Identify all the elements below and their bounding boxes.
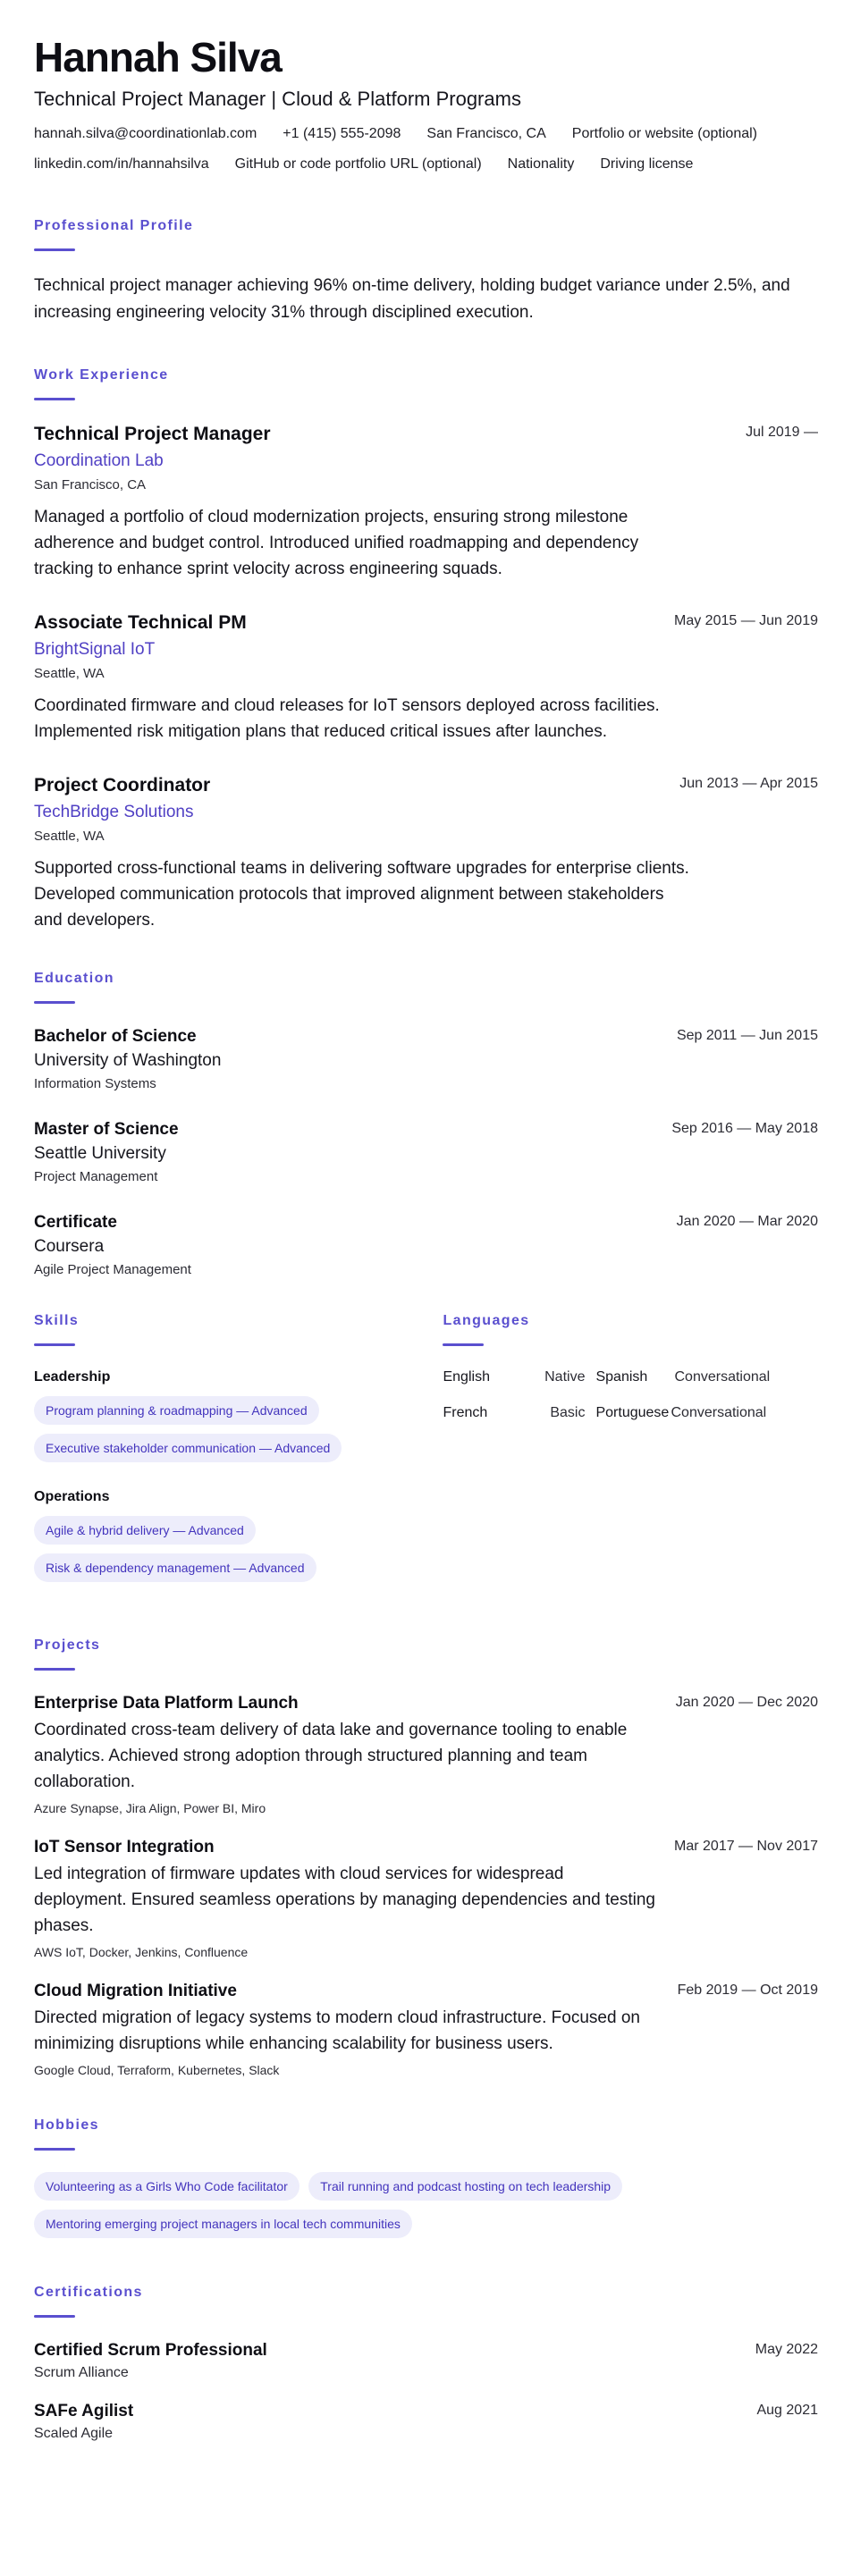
hobby-chip: Mentoring emerging project managers in local tech communities — [34, 2210, 412, 2238]
language-level: Basic — [550, 1405, 586, 1420]
skills-languages-row — [34, 1311, 818, 1607]
experience-section — [34, 366, 818, 933]
section-title-education: Education — [34, 971, 114, 986]
projects-section — [34, 1636, 818, 2080]
job-dates: Jun 2013 — Apr 2015 — [679, 776, 818, 791]
experience-item — [34, 610, 818, 745]
hobby-chip-list — [34, 2172, 767, 2247]
language-level: Conversational — [671, 1405, 767, 1420]
job-title: Technical Project Manager — [34, 424, 271, 444]
school: Seattle University — [34, 1144, 166, 1163]
project-name: Enterprise Data Platform Launch — [34, 1694, 299, 1713]
project-dates: Feb 2019 — Oct 2019 — [677, 1983, 818, 1998]
section-title-experience: Work Experience — [34, 367, 169, 383]
certification-date: Aug 2021 — [756, 2403, 818, 2418]
experience-item — [34, 422, 818, 582]
language-level: Conversational — [674, 1369, 771, 1385]
languages-section — [443, 1311, 818, 1607]
project-dates: Mar 2017 — Nov 2017 — [674, 1839, 818, 1854]
driving-license: Driving license — [600, 156, 694, 172]
job-description: Coordinated firmware and cloud releases for IoT sensors deployed across facilities. Implemented risk mitigation plans that reduced critical issues after launches. — [34, 696, 660, 741]
certification-name: SAFe Agilist — [34, 2402, 134, 2420]
job-description: Managed a portfolio of cloud modernization projects, ensuring strong milestone adherence and budget control. Introduced unified roadmapping and dependency tracking to enhance sprint velocity across engineering squads. — [34, 508, 639, 578]
certification-issuer: Scaled Agile — [34, 2426, 114, 2441]
project-tech-stack: Google Cloud, Terraform, Kubernetes, Slack — [34, 2063, 280, 2077]
school: Coursera — [34, 1237, 105, 1256]
job-location: San Francisco, CA — [34, 477, 147, 492]
profile-summary: Technical project manager achieving 96% on-time delivery, holding budget variance under 2.5%, and increasing engineering velocity 31% through disciplined execution. — [34, 276, 790, 322]
skills-section — [34, 1311, 443, 1607]
company-name: BrightSignal IoT — [34, 640, 156, 659]
certifications-section — [34, 2283, 818, 2445]
resume-header — [34, 32, 818, 175]
company-name: Coordination Lab — [34, 451, 164, 470]
experience-item — [34, 773, 818, 933]
section-title-projects: Projects — [34, 1637, 101, 1653]
degree: Master of Science — [34, 1120, 179, 1139]
linkedin-link[interactable]: linkedin.com/in/hannahsilva — [34, 156, 209, 172]
hobby-chip: Trail running and podcast hosting on tech leadership — [308, 2172, 622, 2201]
language-list — [443, 1368, 818, 1423]
degree: Certificate — [34, 1213, 117, 1232]
section-divider — [34, 1343, 75, 1346]
certification-date: May 2022 — [755, 2342, 818, 2357]
skill-group-title: Operations — [34, 1489, 110, 1504]
contact-info — [34, 123, 803, 175]
field-of-study: Project Management — [34, 1169, 158, 1184]
education-dates: Jan 2020 — Mar 2020 — [676, 1214, 818, 1229]
job-title: Project Coordinator — [34, 775, 211, 796]
skill-chip-list — [34, 1396, 443, 1471]
project-item — [34, 1692, 818, 1818]
language-name: French — [443, 1405, 488, 1420]
job-location: Seattle, WA — [34, 829, 105, 844]
company-name: TechBridge Solutions — [34, 803, 194, 821]
certification-item — [34, 2339, 818, 2384]
field-of-study: Agile Project Management — [34, 1262, 191, 1277]
section-divider — [34, 398, 75, 400]
skill-chip-list — [34, 1516, 443, 1591]
education-item — [34, 1025, 818, 1095]
section-divider — [34, 1668, 75, 1671]
skill-group-title: Leadership — [34, 1369, 111, 1385]
section-divider — [34, 2148, 75, 2151]
school: University of Washington — [34, 1051, 222, 1070]
section-title-skills: Skills — [34, 1313, 80, 1328]
job-description: Supported cross-functional teams in delivering software upgrades for enterprise clients. Developed communication protocols that improved alignment between stakeholders and developers. — [34, 859, 689, 930]
education-dates: Sep 2016 — May 2018 — [671, 1121, 818, 1136]
education-dates: Sep 2011 — Jun 2015 — [676, 1028, 818, 1043]
hobby-chip: Volunteering as a Girls Who Code facilitator — [34, 2172, 299, 2201]
candidate-name: Hannah Silva — [34, 34, 282, 80]
project-tech-stack: Azure Synapse, Jira Align, Power BI, Miro — [34, 1801, 266, 1815]
language-name: Portuguese — [595, 1405, 670, 1420]
job-location: Seattle, WA — [34, 666, 105, 681]
language-name: English — [443, 1369, 490, 1385]
job-title: Associate Technical PM — [34, 612, 247, 633]
hobbies-section — [34, 2116, 818, 2247]
job-dates: Jul 2019 — — [746, 425, 818, 440]
language-name: Spanish — [595, 1369, 648, 1385]
job-dates: May 2015 — Jun 2019 — [674, 613, 818, 628]
project-description: Directed migration of legacy systems to modern cloud infrastructure. Focused on minimizing disruptions while enhancing scalability for business users. — [34, 2008, 640, 2053]
section-title-hobbies: Hobbies — [34, 2117, 99, 2133]
nationality: Nationality — [507, 156, 575, 172]
section-divider — [34, 248, 75, 251]
education-section — [34, 969, 818, 1281]
field-of-study: Information Systems — [34, 1076, 156, 1091]
skill-chip: Risk & dependency management — Advanced — [34, 1553, 316, 1582]
skill-chip: Program planning & roadmapping — Advanced — [34, 1396, 319, 1425]
github-link[interactable]: GitHub or code portfolio URL (optional) — [234, 156, 482, 172]
skill-chip: Agile & hybrid delivery — Advanced — [34, 1516, 256, 1545]
section-divider — [443, 1343, 484, 1346]
headline: Technical Project Manager | Cloud & Platform Programs — [34, 88, 521, 110]
education-item — [34, 1211, 818, 1281]
project-description: Coordinated cross-team delivery of data lake and governance tooling to enable analytics. Achieved strong adoption through structured planning and team collaboration. — [34, 1721, 628, 1791]
certification-item — [34, 2400, 818, 2445]
certification-name: Certified Scrum Professional — [34, 2341, 267, 2360]
portfolio-link[interactable]: Portfolio or website (optional) — [571, 126, 757, 141]
profile-section — [34, 216, 818, 326]
section-title-profile: Professional Profile — [34, 218, 194, 233]
project-item — [34, 1980, 818, 2080]
phone-number[interactable]: +1 (415) 555-2098 — [283, 126, 401, 141]
certification-issuer: Scrum Alliance — [34, 2365, 129, 2380]
section-divider — [34, 1001, 75, 1004]
section-title-certifications: Certifications — [34, 2285, 143, 2300]
project-description: Led integration of firmware updates with cloud services for widespread deployment. Ensured seamless operations by managing dependencies and testing phases. — [34, 1865, 656, 1935]
project-name: IoT Sensor Integration — [34, 1838, 215, 1856]
project-item — [34, 1836, 818, 1962]
project-tech-stack: AWS IoT, Docker, Jenkins, Confluence — [34, 1945, 249, 1959]
education-item — [34, 1118, 818, 1188]
language-level: Native — [544, 1369, 586, 1385]
degree: Bachelor of Science — [34, 1027, 197, 1046]
project-name: Cloud Migration Initiative — [34, 1982, 237, 2000]
location: San Francisco, CA — [426, 126, 546, 141]
skill-chip: Executive stakeholder communication — Advanced — [34, 1434, 342, 1462]
email-link[interactable]: hannah.silva@coordinationlab.com — [34, 126, 257, 141]
section-title-languages: Languages — [443, 1313, 530, 1328]
project-dates: Jan 2020 — Dec 2020 — [675, 1695, 818, 1710]
section-divider — [34, 2315, 75, 2318]
